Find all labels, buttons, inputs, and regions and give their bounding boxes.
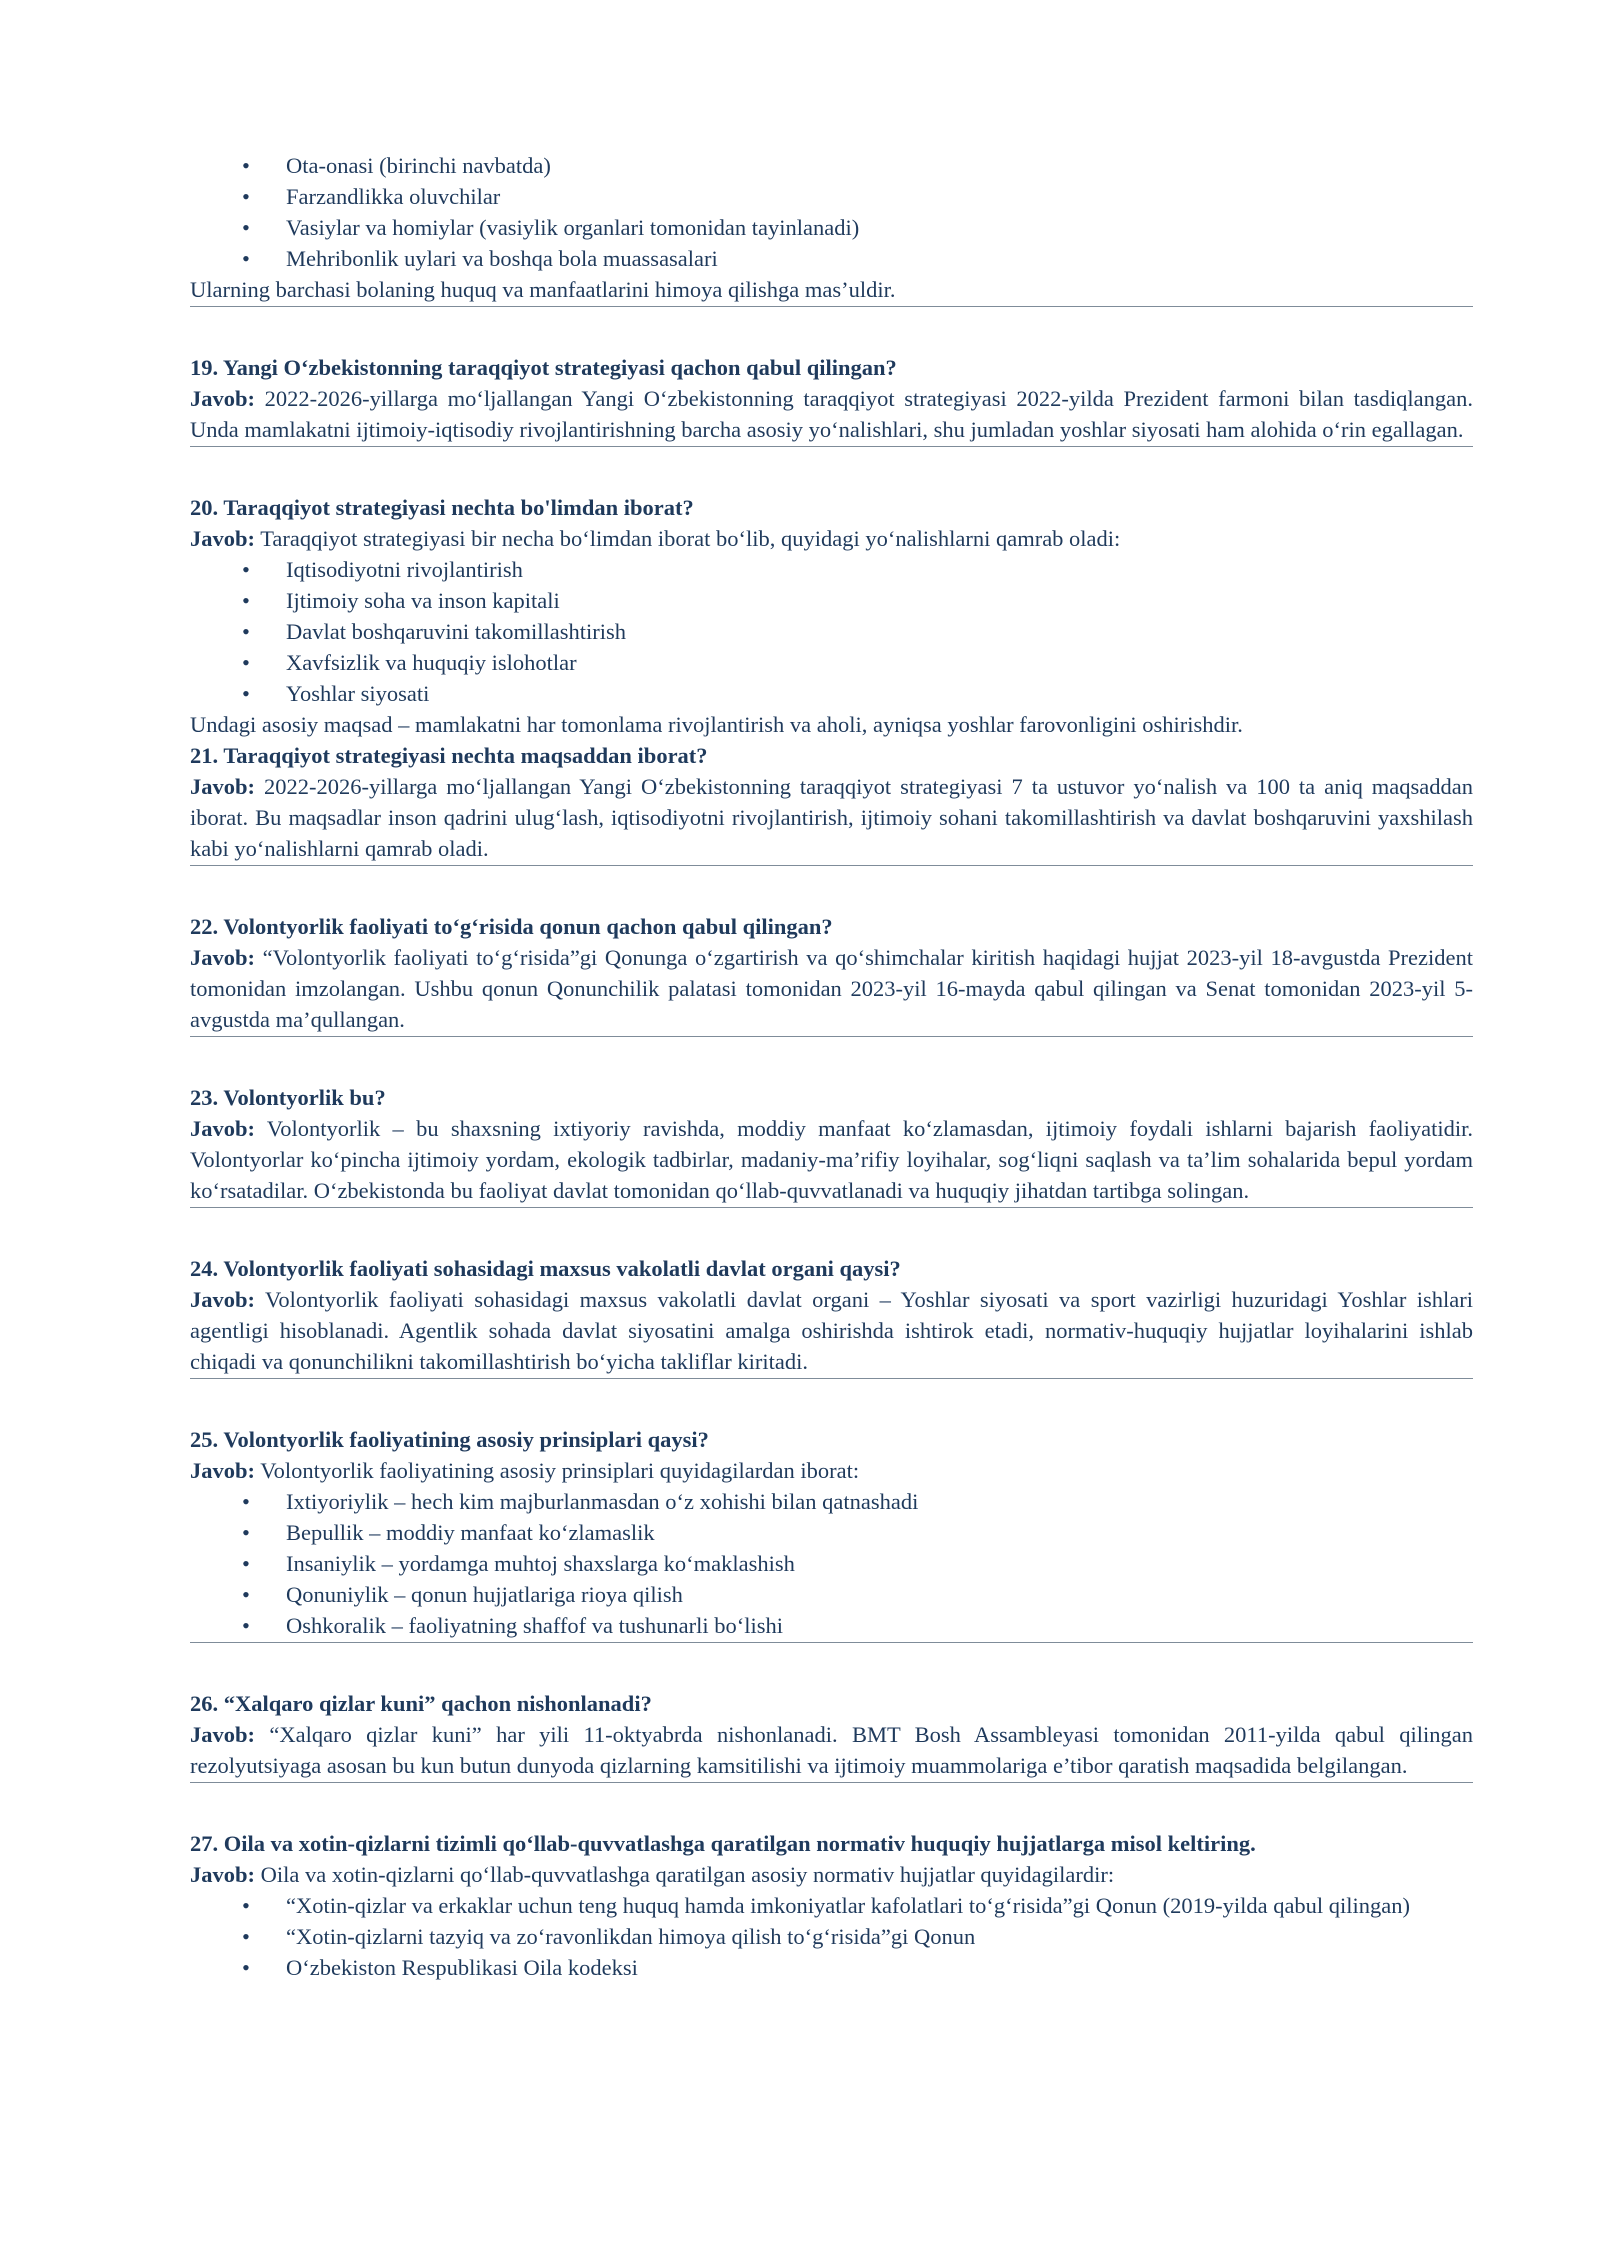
answer-text: Volontyorlik faoliyati sohasidagi maxsus vakolatli davlat organi – Yoshlar siyosati va sport vazirligi huzuridagi Yoshlar ishlari agentligi hisoblanadi. Agentlik sohada davlat siyosatini amalga oshirishda ishtirok etadi, normativ-huquqiy hujjatlar loyihalarini ishlab chiqadi va qonunchilikni takomillashtirish bo‘yicha takliflar kiritadi. [190,1287,1474,1374]
answer-label: Javob: [190,1116,256,1141]
answer-label: Javob: [190,1287,256,1312]
bullet-icon: • [242,1551,250,1576]
answer-25 [190,1455,1473,1486]
list-item-text: Iqtisodiyotni rivojlantirish [286,557,523,582]
answer-25-bullet-list [190,1486,1473,1641]
list-item-text: “Xotin-qizlarni tazyiq va zo‘ravonlikdan himoya qilish to‘g‘risida”gi Qonun [286,1924,976,1949]
bullet-icon: • [242,1520,250,1545]
list-item [190,554,1473,585]
bullet-icon: • [242,1489,250,1514]
list-item [190,1610,1473,1641]
question-27: 27. Oila va xotin-qizlarni tizimli qo‘llab-quvvatlashga qaratilgan normativ huquqiy hujjatlarga misol keltiring. [190,1831,1256,1856]
bullet-icon: • [242,557,250,582]
list-item [190,1548,1473,1579]
list-item-text: Qonuniylik – qonun hujjatlariga rioya qilish [286,1582,683,1607]
list-item [190,150,1473,181]
answer-label: Javob: [190,1458,256,1483]
qa-25 [190,1424,1473,1643]
list-item-text: “Xotin-qizlar va erkaklar uchun teng huquq hamda imkoniyatlar kafolatlari to‘g‘risida”gi Qonun (2019-yilda qabul qilingan) [286,1893,1411,1918]
list-item-text: Ixtiyoriylik – hech kim majburlanmasdan o‘z xohishi bilan qatnashadi [286,1489,919,1514]
bullet-icon: • [242,1613,250,1638]
answer-text: “Volontyorlik faoliyati to‘g‘risida”gi Qonunga o‘zgartirish va qo‘shimchalar kiritish haqidagi hujjat 2023-yil 18-avgustda Prezident tomonidan imzolangan. Ushbu qonun Qonunchilik palatasi tomonidan 2023-yil 16-mayda qabul qilingan va Senat tomonidan 2023-yil 5-avgustda ma’qullangan. [190,945,1474,1032]
answer-text: “Xalqaro qizlar kuni” har yili 11-oktyabrda nishonlanadi. BMT Bosh Assambleyasi tomonidan 2011-yilda qabul qilingan rezolyutsiyaga asosan bu kun butun dunyoda qizlarning kamsitilishi va ijtimoiy muammolariga e’tibor qaratish maqsadida belgilangan. [190,1722,1474,1778]
bullet-icon: • [242,1924,250,1949]
qa-27 [190,1828,1473,1983]
bullet-icon: • [242,650,250,675]
qa-19 [190,352,1473,447]
question-20: 20. Taraqqiyot strategiyasi nechta bo'limdan iborat? [190,495,694,520]
question-24: 24. Volontyorlik faoliyati sohasidagi maxsus vakolatli davlat organi qaysi? [190,1256,901,1281]
answer-22 [190,942,1473,1035]
list-item [190,1579,1473,1610]
question-19: 19. Yangi O‘zbekistonning taraqqiyot strategiyasi qachon qabul qilingan? [190,355,897,380]
bullet-icon: • [242,619,250,644]
bullet-icon: • [242,153,250,178]
document-page [190,150,1473,1983]
answer-20 [190,523,1473,554]
list-item-text: Bepullik – moddiy manfaat ko‘zlamaslik [286,1520,655,1545]
list-item-text: Farzandlikka oluvchilar [286,184,501,209]
qa-22 [190,911,1473,1037]
bullet-icon: • [242,588,250,613]
question-22: 22. Volontyorlik faoliyati to‘g‘risida qonun qachon qabul qilingan? [190,914,833,939]
answer-label: Javob: [190,1722,256,1747]
list-item [190,647,1473,678]
bullet-icon: • [242,681,250,706]
list-item [190,616,1473,647]
list-item-text: Mehribonlik uylari va boshqa bola muassasalari [286,246,718,271]
question-23: 23. Volontyorlik bu? [190,1085,386,1110]
question-25: 25. Volontyorlik faoliyatining asosiy prinsiplari qaysi? [190,1427,709,1452]
list-item-text: Davlat boshqaruvini takomillashtirish [286,619,626,644]
list-item-text: Insaniylik – yordamga muhtoj shaxslarga ko‘maklashish [286,1551,795,1576]
answer-20-closing: Undagi asosiy maqsad – mamlakatni har tomonlama rivojlantirish va aholi, ayniqsa yoshlar farovonligini oshirishdir. [190,712,1243,737]
list-item [190,1952,1473,1983]
bullet-icon: • [242,184,250,209]
list-item-text: Yoshlar siyosati [286,681,430,706]
list-item-text: O‘zbekiston Respublikasi Oila kodeksi [286,1955,638,1980]
list-item [190,1486,1473,1517]
list-item-text: Ijtimoiy soha va inson kapitali [286,588,560,613]
answer-text: Volontyorlik faoliyatining asosiy prinsiplari quyidagilardan iborat: [260,1458,860,1483]
list-item [190,1517,1473,1548]
qa-26 [190,1688,1473,1783]
answer-text: Oila va xotin-qizlarni qo‘llab-quvvatlashga qaratilgan asosiy normativ hujjatlar quyidagilardir: [260,1862,1115,1887]
intro-closing: Ularning barchasi bolaning huquq va manfaatlarini himoya qilishga mas’uldir. [190,277,896,302]
list-item [190,212,1473,243]
intro-bullet-list [190,150,1473,274]
list-item-text: Oshkoralik – faoliyatning shaffof va tushunarli bo‘lishi [286,1613,783,1638]
bullet-icon: • [242,1955,250,1980]
answer-27 [190,1859,1473,1890]
list-item [190,585,1473,616]
qa-23 [190,1082,1473,1208]
bullet-icon: • [242,1582,250,1607]
answer-24 [190,1284,1473,1377]
bullet-icon: • [242,215,250,240]
list-item-text: Ota-onasi (birinchi navbatda) [286,153,551,178]
list-item [190,678,1473,709]
intro-section [190,150,1473,307]
qa-20-21 [190,492,1473,866]
list-item-text: Vasiylar va homiylar (vasiylik organlari tomonidan tayinlanadi) [286,215,860,240]
list-item-text: Xavfsizlik va huquqiy islohotlar [286,650,577,675]
answer-label: Javob: [190,774,256,799]
answer-text: 2022-2026-yillarga mo‘ljallangan Yangi O‘zbekistonning taraqqiyot strategiyasi 2022-yilda Prezident farmoni bilan tasdiqlangan. Unda mamlakatni ijtimoiy-iqtisodiy rivojlantirishning barcha asosiy yo‘nalishlari, shu jumladan yoshlar siyosati ham alohida o‘rin egallagan. [190,386,1474,442]
answer-27-bullet-list [190,1890,1473,1983]
answer-text: Volontyorlik – bu shaxsning ixtiyoriy ravishda, moddiy manfaat ko‘zlamasdan, ijtimoiy foydali ishlarni bajarish faoliyatidir. Volontyorlar ko‘pincha ijtimoiy yordam, ekologik tadbirlar, madaniy-ma’rifiy loyihalar, sog‘liqni saqlash va ta’lim sohalarida bepul yordam ko‘rsatadilar. O‘zbekistonda bu faoliyat davlat tomonidan qo‘llab-quvvatlanadi va huquqiy jihatdan tartibga solingan. [190,1116,1473,1203]
answer-text: Taraqqiyot strategiyasi bir necha bo‘limdan iborat bo‘lib, quyidagi yo‘nalishlarni qamrab oladi: [260,526,1121,551]
answer-text: 2022-2026-yillarga mo‘ljallangan Yangi O‘zbekistonning taraqqiyot strategiyasi 7 ta ustuvor yo‘nalish va 100 ta aniq maqsaddan iborat. Bu maqsadlar inson qadrini ulug‘lash, iqtisodiyotni rivojlantirish, ijtimoiy sohani takomillashtirish va davlat boshqaruvini yaxshilash kabi yo‘nalishlarni qamrab oladi. [190,774,1473,861]
answer-26 [190,1719,1473,1781]
answer-label: Javob: [190,526,256,551]
answer-21 [190,771,1473,864]
answer-19 [190,383,1473,445]
list-item [190,243,1473,274]
list-item [190,181,1473,212]
answer-20-bullet-list [190,554,1473,709]
list-item [190,1921,1473,1952]
answer-label: Javob: [190,945,256,970]
answer-label: Javob: [190,386,256,411]
answer-label: Javob: [190,1862,256,1887]
bullet-icon: • [242,1893,250,1918]
qa-24 [190,1253,1473,1379]
list-item [190,1890,1473,1921]
question-21: 21. Taraqqiyot strategiyasi nechta maqsaddan iborat? [190,743,708,768]
question-26: 26. “Xalqaro qizlar kuni” qachon nishonlanadi? [190,1691,652,1716]
answer-23 [190,1113,1473,1206]
bullet-icon: • [242,246,250,271]
